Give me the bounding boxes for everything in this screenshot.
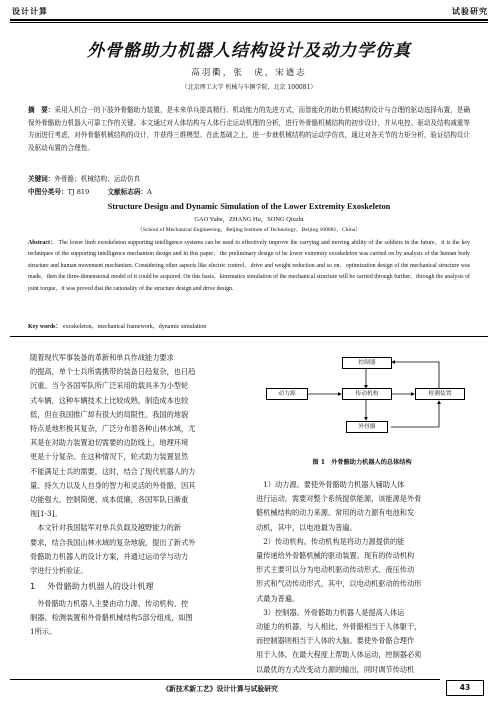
abstract-en-text: The lower limb exoskeleton supporting intelligence systems can be used to effectively improve the carrying and moving ability of the soldiers in the future，it is the key techniques of the supporting intelligence mechanism design and in this paper，the preliminary design of he lower extremity exoskeleton was carried on by analysis of the human body structure and human movement mechanism. Considering other aspects like electric control，drive and weight reduction and so on，optimization design of the mechanical structure was made，then the three-dimensional model of it could be acquired. On this basis，kinematics simulation of the mechanical structure will be carried through further，through the analysis of joint torque，it was proved that the rationality of the structure design and drive design. xyxy=(28,240,470,292)
keywords-cn xyxy=(28,173,470,183)
body-line: 骼机械结构的动力来源。常用的动力源有电池和发 xyxy=(256,508,415,518)
transmission-box: 传动机构 xyxy=(342,388,392,400)
doc-code-label: 文献标志码： xyxy=(107,188,148,196)
abstract-divider xyxy=(10,336,488,337)
abstract-en-label: Abstract： xyxy=(28,240,57,246)
figure-1-diagram xyxy=(256,348,468,448)
body-line: 式最为普遍。 xyxy=(256,593,300,603)
abstract-en xyxy=(28,238,470,295)
body-line: 进行运动，需要对整个系统提供能源，该能源是外骨 xyxy=(256,494,422,504)
controller-box: 控制器 xyxy=(342,357,392,369)
footer-journal: 《新技术新工艺》设计计算与试验研究 xyxy=(162,685,278,693)
body-line: 3）控制器。外骨骼助力机器人是提高人体运 xyxy=(256,607,405,617)
body-line: 沉重。当今各国军队所广泛采用的载具多为小型轮 xyxy=(30,381,189,391)
detection-box: 检测装置 xyxy=(415,388,465,400)
exoskeleton-box: 外骨骼 xyxy=(346,421,388,433)
body-line: 量、持久力以及人自身的智力和灵活的外骨骼，因其 xyxy=(30,480,196,490)
section-1-body xyxy=(30,597,236,640)
body-line: 不能满足士兵的需要，这时，结合了现代机器人的力 xyxy=(30,466,196,476)
doc-code-value: A xyxy=(147,188,152,196)
body-line: 量传递给外骨骼机械的驱动装置。现有的传动机构 xyxy=(256,551,415,561)
running-header-left: 设计计算 xyxy=(12,7,48,16)
body-line: 的提高，单个士兵所需携带的装备日趋复杂，也日趋 xyxy=(30,367,196,377)
body-line: 2）传动机构。传动机构是将动力源提供的能 xyxy=(256,536,405,546)
body-line: 形式和气动传动形式，其中，以电动机驱动的传动形 xyxy=(256,579,422,589)
clc-label: 中图分类号： xyxy=(28,188,68,196)
header-rule-thin xyxy=(10,22,488,23)
footer-rule xyxy=(10,679,440,680)
body-line: 式车辆，这种车辆技术上比较成熟，制造成本也较 xyxy=(30,395,189,405)
body-line: 而控制器则相当于人体的大脑。要使外骨骼合理作 xyxy=(256,636,415,646)
figure-1-caption: 图 1 外骨骼助力机器人的总体结构 xyxy=(312,459,412,466)
running-header-right: 试验研究 xyxy=(452,7,488,16)
body-line: 以最优的方式改变动力源的输出，同时调节传动机 xyxy=(256,664,415,674)
body-line: 随着现代军事装备的革新和单兵作战能力要求 xyxy=(30,353,174,362)
keywords-cn-text: 外骨骼；机械结构；运动仿真 xyxy=(54,175,141,183)
body-line: 低，但在我国推广却有很大的局限性。我国的地貌 xyxy=(30,409,189,419)
header-rule xyxy=(10,19,488,21)
section-number: 1 xyxy=(30,581,36,591)
body-line: 动机，其中，以电池最为普遍。 xyxy=(256,522,357,532)
abstract-cn-label: 摘 要： xyxy=(28,106,55,114)
body-line: 1）动力源。要使外骨骼助力机器人辅助人体 xyxy=(256,480,405,489)
body-line: 用于人体，在最大程度上帮助人体运动，控制器必须 xyxy=(256,650,422,660)
english-affiliation: （School of Mechanical Engineering，Beijing Institute of Technology，Beijing 100081，China） xyxy=(137,227,361,233)
classification-line xyxy=(28,186,470,196)
english-title: Structure Design and Dynamic Simulation of the Lower Extremity Exoskeleton xyxy=(107,202,391,211)
keywords-en-label: Key words： xyxy=(28,324,62,330)
section-heading-1 xyxy=(30,581,154,592)
keywords-cn-label: 关键词： xyxy=(28,175,55,183)
english-authors: GAO Yuhe，ZHANG Hu，SONG Qiuzhi xyxy=(194,216,304,223)
body-line: 骨骼助力机器人的设计方案，并通过运动学与动力 xyxy=(30,551,189,561)
body-line: 功能强大、控制简便、成本低廉，各国军队日渐重 xyxy=(30,495,189,505)
section-title: 外骨骼助力机器人的设计机理 xyxy=(47,581,154,591)
clc-value: TJ 819 xyxy=(67,188,90,196)
body-line: 视[1-3]。 xyxy=(30,509,62,519)
body-line: 其是在对助力装置迫切需要的边防线上，地理环境 xyxy=(30,438,189,448)
body-line: 本文针对我国陆军对单兵负载及越野能力的新 xyxy=(30,523,181,533)
page-number: 43 xyxy=(446,680,484,696)
body-line: 特点是地形极其复杂，广泛分布着各种山林水域，尤 xyxy=(30,424,196,434)
body-line: 要求，结合我国山林水域的复杂地貌，提出了新式外 xyxy=(30,537,196,547)
body-line: 更是十分复杂。在这种情况下，轮式助力装置显然 xyxy=(30,452,189,462)
affiliation: （北京理工大学 机械与车辆学院，北京 100081） xyxy=(181,84,317,91)
body-line: 动能力的机器，与人相比，外骨骼相当于人体躯干， xyxy=(256,622,422,632)
body-line: 外骨骼助力机器人主要由动力源、传动机构、控 xyxy=(30,599,189,608)
abstract-cn xyxy=(28,104,470,154)
paper-title: 外骨骼助力机器人结构设计及动力学仿真 xyxy=(87,41,411,61)
body-right-column xyxy=(256,478,468,677)
power-source-box: 动力源 xyxy=(266,388,308,400)
body-line: 1所示。 xyxy=(30,627,57,637)
body-left-column xyxy=(30,351,236,578)
abstract-cn-text: 采用人机合一的下肢外骨骼助力装置，是未来单兵提高精行、机动能力的先进方式，而智能化的助力机械结构设计与合理的驱动选择布置，是确保外骨骼助力机器人可靠工作的关键。本文通过对人体结构与人体行走运动机理的分析，进行外骨骼机械结构的初步设计，并从电控、驱动及结构减重等方面进行考虑，对外骨骼机械结构的设计，并获得三维模型。在此基础之上，进一步就机械结构的运动学仿真，通过对各关节的力矩分析，验证结构设计及驱动布置的合理性。 xyxy=(28,106,470,152)
keywords-en-text: exoskeleton，mechanical framework，dynamic simulation xyxy=(63,324,207,330)
body-line: 形式主要可以分为电动机驱动传动形式、液压传动 xyxy=(256,565,415,575)
body-line: 制器、检测装置和外骨骼机械结构5部分组成，如图 xyxy=(30,613,193,623)
body-line: 学进行分析验证。 xyxy=(30,566,88,576)
author-list: 高羽衢，张 虎，宋遒志 xyxy=(191,68,307,78)
keywords-en xyxy=(28,321,470,330)
